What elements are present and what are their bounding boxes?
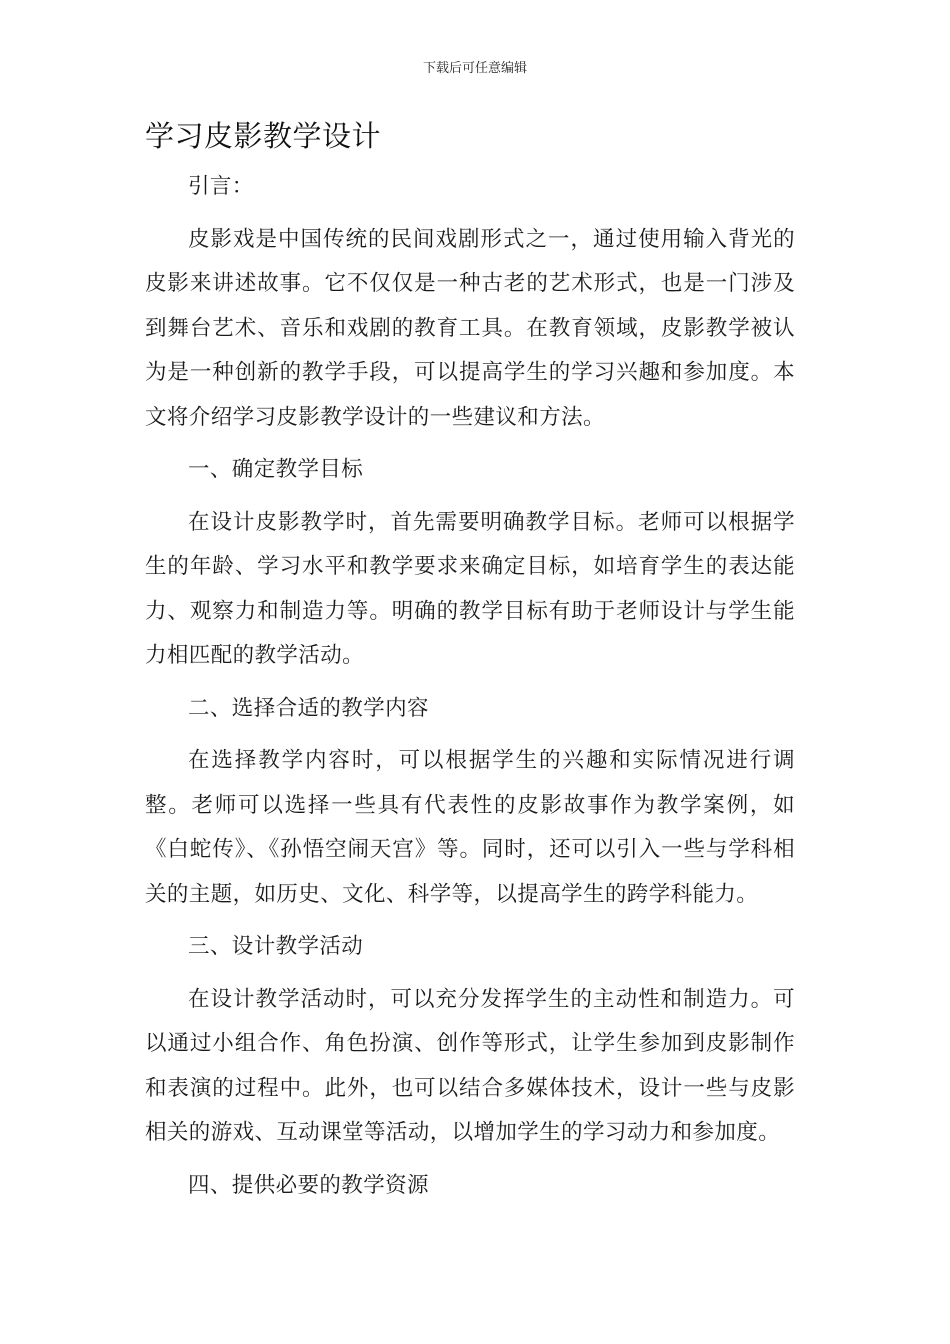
document-body [145,165,795,1216]
header-note: 下载后可任意编辑 [422,61,527,76]
section-paragraph-2: 在选择教学内容时，可以根据学生的兴趣和实际情况进行调整。老师可以选择一些具有代表性的皮影故事作为教学案例，如《白蛇传》、《孙悟空闹天宫》等。同时，还可以引入一些与学科相关的主题，如历史、文化、科学等，以提高学生的跨学科能力。 [145,748,795,907]
section-heading-2: 二、选择合适的教学内容 [188,695,429,721]
section-heading-4: 四、提供必要的教学资源 [188,1172,429,1198]
intro-paragraph: 皮影戏是中国传统的民间戏剧形式之一，通过使用输入背光的皮影来讲述故事。它不仅仅是一种古老的艺术形式，也是一门涉及到舞台艺术、音乐和戏剧的教育工具。在教育领域，皮影教学被认为是一种创新的教学手段，可以提高学生的学习兴趣和参加度。本文将介绍学习皮影教学设计的一些建议和方法。 [145,226,795,430]
section-heading-1: 一、确定教学目标 [188,457,364,482]
section-heading-3: 三、设计教学活动 [188,934,364,959]
document-title: 学习皮影教学设计 [145,119,382,153]
section-paragraph-1: 在设计皮影教学时，首先需要明确教学目标。老师可以根据学生的年龄、学习水平和教学要求来确定目标，如培育学生的表达能力、观察力和制造力等。明确的教学目标有助于老师设计与学生能力相匹配的教学活动。 [145,509,795,668]
section-paragraph-3: 在设计教学活动时，可以充分发挥学生的主动性和制造力。可以通过小组合作、角色扮演、创作等形式，让学生参加到皮影制作和表演的过程中。此外，也可以结合多媒体技术，设计一些与皮影相关的游戏、互动课堂等活动，以增加学生的学习动力和参加度。 [145,986,795,1145]
intro-label: 引言： [188,174,254,199]
